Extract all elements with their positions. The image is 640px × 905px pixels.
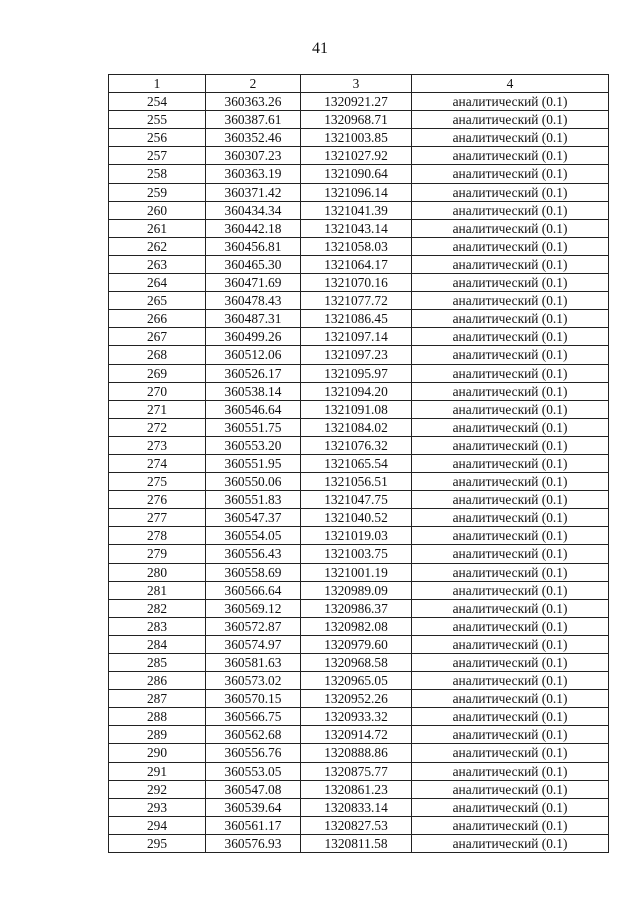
cell-method: аналитический (0.1) — [412, 798, 609, 816]
cell-method: аналитический (0.1) — [412, 436, 609, 454]
cell-x-coordinate: 360307.23 — [206, 147, 301, 165]
cell-point-number: 281 — [109, 581, 206, 599]
cell-y-coordinate: 1321091.08 — [301, 400, 412, 418]
cell-y-coordinate: 1320861.23 — [301, 780, 412, 798]
cell-point-number: 263 — [109, 255, 206, 273]
cell-y-coordinate: 1320888.86 — [301, 744, 412, 762]
cell-point-number: 265 — [109, 292, 206, 310]
cell-y-coordinate: 1321003.85 — [301, 129, 412, 147]
cell-method: аналитический (0.1) — [412, 581, 609, 599]
cell-point-number: 267 — [109, 328, 206, 346]
cell-x-coordinate: 360434.34 — [206, 201, 301, 219]
cell-method: аналитический (0.1) — [412, 708, 609, 726]
table-row — [109, 147, 609, 165]
cell-x-coordinate: 360550.06 — [206, 473, 301, 491]
table-row — [109, 364, 609, 382]
table-row — [109, 93, 609, 111]
table-row — [109, 581, 609, 599]
cell-point-number: 271 — [109, 400, 206, 418]
table-row — [109, 545, 609, 563]
cell-x-coordinate: 360569.12 — [206, 599, 301, 617]
cell-method: аналитический (0.1) — [412, 762, 609, 780]
cell-y-coordinate: 1321064.17 — [301, 255, 412, 273]
cell-method: аналитический (0.1) — [412, 454, 609, 472]
cell-x-coordinate: 360442.18 — [206, 219, 301, 237]
cell-method: аналитический (0.1) — [412, 382, 609, 400]
cell-y-coordinate: 1321090.64 — [301, 165, 412, 183]
cell-x-coordinate: 360539.64 — [206, 798, 301, 816]
table-row — [109, 491, 609, 509]
table-row — [109, 672, 609, 690]
cell-y-coordinate: 1320875.77 — [301, 762, 412, 780]
table-row — [109, 473, 609, 491]
cell-x-coordinate: 360546.64 — [206, 400, 301, 418]
header-y-coordinate: 3 — [301, 75, 412, 93]
coordinates-table — [108, 74, 609, 853]
cell-y-coordinate: 1320952.26 — [301, 690, 412, 708]
cell-x-coordinate: 360547.37 — [206, 509, 301, 527]
cell-method: аналитический (0.1) — [412, 726, 609, 744]
cell-y-coordinate: 1321097.14 — [301, 328, 412, 346]
cell-method: аналитический (0.1) — [412, 690, 609, 708]
cell-point-number: 272 — [109, 418, 206, 436]
cell-x-coordinate: 360562.68 — [206, 726, 301, 744]
cell-method: аналитический (0.1) — [412, 527, 609, 545]
table-row — [109, 690, 609, 708]
table-row — [109, 400, 609, 418]
cell-y-coordinate: 1321084.02 — [301, 418, 412, 436]
cell-point-number: 255 — [109, 111, 206, 129]
table-row — [109, 111, 609, 129]
cell-method: аналитический (0.1) — [412, 111, 609, 129]
table-row — [109, 328, 609, 346]
page-number: 41 — [312, 40, 328, 57]
table-row — [109, 310, 609, 328]
cell-point-number: 266 — [109, 310, 206, 328]
table-row — [109, 635, 609, 653]
table-row — [109, 346, 609, 364]
cell-y-coordinate: 1320833.14 — [301, 798, 412, 816]
cell-y-coordinate: 1321097.23 — [301, 346, 412, 364]
cell-method: аналитический (0.1) — [412, 744, 609, 762]
cell-x-coordinate: 360566.75 — [206, 708, 301, 726]
cell-method: аналитический (0.1) — [412, 310, 609, 328]
cell-method: аналитический (0.1) — [412, 509, 609, 527]
table-row — [109, 798, 609, 816]
table-row — [109, 834, 609, 852]
cell-x-coordinate: 360551.95 — [206, 454, 301, 472]
cell-x-coordinate: 360456.81 — [206, 237, 301, 255]
cell-x-coordinate: 360551.83 — [206, 491, 301, 509]
cell-point-number: 295 — [109, 834, 206, 852]
table-row — [109, 129, 609, 147]
cell-y-coordinate: 1321095.97 — [301, 364, 412, 382]
cell-point-number: 259 — [109, 183, 206, 201]
cell-y-coordinate: 1320968.58 — [301, 654, 412, 672]
cell-method: аналитический (0.1) — [412, 93, 609, 111]
cell-method: аналитический (0.1) — [412, 165, 609, 183]
cell-y-coordinate: 1321019.03 — [301, 527, 412, 545]
cell-x-coordinate: 360478.43 — [206, 292, 301, 310]
cell-y-coordinate: 1321027.92 — [301, 147, 412, 165]
cell-x-coordinate: 360553.05 — [206, 762, 301, 780]
cell-method: аналитический (0.1) — [412, 635, 609, 653]
cell-method: аналитический (0.1) — [412, 834, 609, 852]
cell-y-coordinate: 1321058.03 — [301, 237, 412, 255]
table-row — [109, 274, 609, 292]
cell-y-coordinate: 1320921.27 — [301, 93, 412, 111]
cell-x-coordinate: 360499.26 — [206, 328, 301, 346]
header-method: 4 — [412, 75, 609, 93]
cell-y-coordinate: 1321065.54 — [301, 454, 412, 472]
cell-point-number: 254 — [109, 93, 206, 111]
cell-method: аналитический (0.1) — [412, 183, 609, 201]
cell-method: аналитический (0.1) — [412, 491, 609, 509]
cell-method: аналитический (0.1) — [412, 545, 609, 563]
cell-y-coordinate: 1320982.08 — [301, 617, 412, 635]
cell-y-coordinate: 1321041.39 — [301, 201, 412, 219]
cell-y-coordinate: 1320914.72 — [301, 726, 412, 744]
cell-y-coordinate: 1320986.37 — [301, 599, 412, 617]
cell-y-coordinate: 1320968.71 — [301, 111, 412, 129]
table-row — [109, 744, 609, 762]
cell-y-coordinate: 1321056.51 — [301, 473, 412, 491]
table-row — [109, 527, 609, 545]
table-row — [109, 255, 609, 273]
cell-x-coordinate: 360387.61 — [206, 111, 301, 129]
cell-x-coordinate: 360363.19 — [206, 165, 301, 183]
cell-method: аналитический (0.1) — [412, 473, 609, 491]
cell-x-coordinate: 360465.30 — [206, 255, 301, 273]
table-row — [109, 509, 609, 527]
cell-y-coordinate: 1320811.58 — [301, 834, 412, 852]
cell-y-coordinate: 1321096.14 — [301, 183, 412, 201]
cell-x-coordinate: 360538.14 — [206, 382, 301, 400]
cell-point-number: 257 — [109, 147, 206, 165]
cell-method: аналитический (0.1) — [412, 129, 609, 147]
cell-point-number: 291 — [109, 762, 206, 780]
table-row — [109, 816, 609, 834]
cell-y-coordinate: 1321047.75 — [301, 491, 412, 509]
table-row — [109, 418, 609, 436]
cell-method: аналитический (0.1) — [412, 563, 609, 581]
cell-method: аналитический (0.1) — [412, 219, 609, 237]
table-row — [109, 780, 609, 798]
cell-method: аналитический (0.1) — [412, 147, 609, 165]
cell-point-number: 275 — [109, 473, 206, 491]
cell-x-coordinate: 360553.20 — [206, 436, 301, 454]
table-row — [109, 617, 609, 635]
cell-method: аналитический (0.1) — [412, 780, 609, 798]
cell-method: аналитический (0.1) — [412, 816, 609, 834]
table-row — [109, 708, 609, 726]
cell-point-number: 262 — [109, 237, 206, 255]
cell-y-coordinate: 1320965.05 — [301, 672, 412, 690]
table-row — [109, 237, 609, 255]
cell-x-coordinate: 360573.02 — [206, 672, 301, 690]
table-row — [109, 599, 609, 617]
cell-x-coordinate: 360570.15 — [206, 690, 301, 708]
cell-y-coordinate: 1320827.53 — [301, 816, 412, 834]
table-body — [109, 93, 609, 853]
table-row — [109, 454, 609, 472]
cell-point-number: 277 — [109, 509, 206, 527]
cell-x-coordinate: 360576.93 — [206, 834, 301, 852]
table-row — [109, 183, 609, 201]
cell-y-coordinate: 1320989.09 — [301, 581, 412, 599]
cell-point-number: 293 — [109, 798, 206, 816]
table-row — [109, 563, 609, 581]
cell-y-coordinate: 1321001.19 — [301, 563, 412, 581]
cell-x-coordinate: 360554.05 — [206, 527, 301, 545]
cell-point-number: 283 — [109, 617, 206, 635]
cell-method: аналитический (0.1) — [412, 346, 609, 364]
cell-x-coordinate: 360572.87 — [206, 617, 301, 635]
table-row — [109, 436, 609, 454]
cell-point-number: 285 — [109, 654, 206, 672]
cell-point-number: 261 — [109, 219, 206, 237]
cell-y-coordinate: 1321040.52 — [301, 509, 412, 527]
cell-point-number: 268 — [109, 346, 206, 364]
cell-x-coordinate: 360371.42 — [206, 183, 301, 201]
cell-y-coordinate: 1321003.75 — [301, 545, 412, 563]
cell-point-number: 280 — [109, 563, 206, 581]
cell-x-coordinate: 360561.17 — [206, 816, 301, 834]
cell-point-number: 289 — [109, 726, 206, 744]
cell-x-coordinate: 360352.46 — [206, 129, 301, 147]
cell-point-number: 274 — [109, 454, 206, 472]
table-row — [109, 201, 609, 219]
cell-x-coordinate: 360581.63 — [206, 654, 301, 672]
cell-method: аналитический (0.1) — [412, 237, 609, 255]
cell-point-number: 278 — [109, 527, 206, 545]
table-row — [109, 382, 609, 400]
table-header — [109, 75, 609, 93]
cell-method: аналитический (0.1) — [412, 599, 609, 617]
cell-x-coordinate: 360547.08 — [206, 780, 301, 798]
cell-point-number: 286 — [109, 672, 206, 690]
cell-point-number: 258 — [109, 165, 206, 183]
cell-point-number: 294 — [109, 816, 206, 834]
cell-point-number: 276 — [109, 491, 206, 509]
table-row — [109, 219, 609, 237]
cell-x-coordinate: 360566.64 — [206, 581, 301, 599]
cell-y-coordinate: 1320979.60 — [301, 635, 412, 653]
header-point-number: 1 — [109, 75, 206, 93]
cell-point-number: 264 — [109, 274, 206, 292]
cell-x-coordinate: 360558.69 — [206, 563, 301, 581]
cell-y-coordinate: 1320933.32 — [301, 708, 412, 726]
cell-x-coordinate: 360471.69 — [206, 274, 301, 292]
cell-point-number: 288 — [109, 708, 206, 726]
table-row — [109, 654, 609, 672]
cell-method: аналитический (0.1) — [412, 255, 609, 273]
header-row — [109, 75, 609, 93]
cell-point-number: 290 — [109, 744, 206, 762]
cell-method: аналитический (0.1) — [412, 654, 609, 672]
cell-y-coordinate: 1321070.16 — [301, 274, 412, 292]
cell-x-coordinate: 360487.31 — [206, 310, 301, 328]
cell-method: аналитический (0.1) — [412, 672, 609, 690]
cell-x-coordinate: 360512.06 — [206, 346, 301, 364]
cell-y-coordinate: 1321094.20 — [301, 382, 412, 400]
cell-y-coordinate: 1321086.45 — [301, 310, 412, 328]
cell-point-number: 269 — [109, 364, 206, 382]
table-row — [109, 762, 609, 780]
cell-method: аналитический (0.1) — [412, 201, 609, 219]
cell-x-coordinate: 360551.75 — [206, 418, 301, 436]
cell-y-coordinate: 1321077.72 — [301, 292, 412, 310]
cell-y-coordinate: 1321076.32 — [301, 436, 412, 454]
table-row — [109, 292, 609, 310]
cell-method: аналитический (0.1) — [412, 617, 609, 635]
cell-point-number: 284 — [109, 635, 206, 653]
cell-x-coordinate: 360556.43 — [206, 545, 301, 563]
cell-point-number: 282 — [109, 599, 206, 617]
cell-method: аналитический (0.1) — [412, 364, 609, 382]
cell-x-coordinate: 360363.26 — [206, 93, 301, 111]
cell-point-number: 279 — [109, 545, 206, 563]
cell-method: аналитический (0.1) — [412, 400, 609, 418]
cell-method: аналитический (0.1) — [412, 418, 609, 436]
cell-x-coordinate: 360574.97 — [206, 635, 301, 653]
cell-x-coordinate: 360556.76 — [206, 744, 301, 762]
header-x-coordinate: 2 — [206, 75, 301, 93]
cell-method: аналитический (0.1) — [412, 274, 609, 292]
cell-method: аналитический (0.1) — [412, 292, 609, 310]
table-row — [109, 726, 609, 744]
cell-y-coordinate: 1321043.14 — [301, 219, 412, 237]
cell-x-coordinate: 360526.17 — [206, 364, 301, 382]
cell-point-number: 292 — [109, 780, 206, 798]
cell-point-number: 270 — [109, 382, 206, 400]
cell-point-number: 287 — [109, 690, 206, 708]
cell-point-number: 273 — [109, 436, 206, 454]
cell-point-number: 256 — [109, 129, 206, 147]
table-row — [109, 165, 609, 183]
cell-method: аналитический (0.1) — [412, 328, 609, 346]
cell-point-number: 260 — [109, 201, 206, 219]
